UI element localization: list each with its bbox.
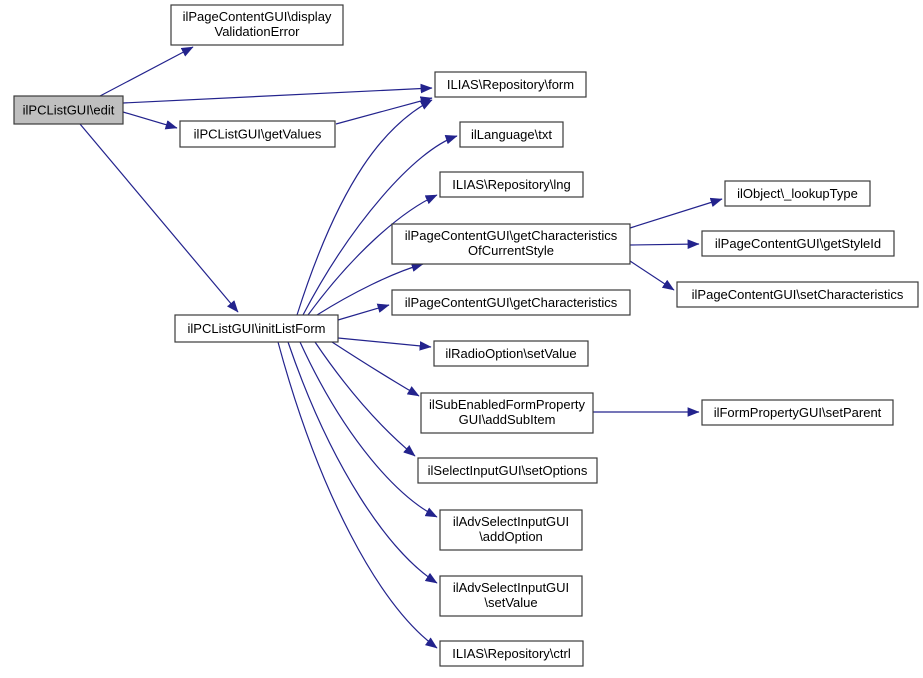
node-radio-option-set-value[interactable]: [434, 341, 588, 366]
node-get-style-id[interactable]: [702, 231, 894, 256]
node-set-parent[interactable]: [702, 400, 893, 425]
node-display-validation-error-label: ilPageContentGUI\display: [182, 9, 332, 24]
edge-get-values-to-repository-form: [336, 98, 432, 124]
node-get-characteristics-label: ilPageContentGUI\getCharacteristics: [404, 295, 618, 310]
node-get-characteristics-of-current-style[interactable]: [392, 224, 630, 264]
node-set-options-label: ilSelectInputGUI\setOptions: [427, 463, 588, 478]
node-adv-add-option-label: \addOption: [479, 529, 543, 544]
node-set-options[interactable]: [418, 458, 597, 483]
node-get-values[interactable]: [180, 121, 335, 147]
node-repository-ctrl-label: ILIAS\Repository\ctrl: [452, 646, 571, 661]
node-init-list-form-label: ilPCListGUI\initListForm: [187, 321, 326, 336]
node-radio-option-set-value-label: ilRadioOption\setValue: [445, 346, 577, 361]
node-language-txt-label: ilLanguage\txt: [471, 127, 552, 142]
edge-init-list-form-to-radio-option-set-value: [338, 338, 431, 347]
node-adv-set-value-label: ilAdvSelectInputGUI: [452, 580, 570, 595]
node-get-values-label: ilPCListGUI\getValues: [193, 126, 322, 142]
node-get-characteristics-of-current-style-label: ilPageContentGUI\getCharacteristics: [404, 228, 618, 243]
node-add-sub-item-label: ilSubEnabledFormProperty: [428, 397, 586, 412]
node-adv-add-option[interactable]: [440, 510, 582, 550]
node-repository-lng-label: ILIAS\Repository\lng: [452, 177, 571, 192]
node-add-sub-item[interactable]: [421, 393, 593, 433]
node-display-validation-error[interactable]: [171, 5, 343, 45]
edge-get-characteristics-of-current-style-to-lookup-type: [630, 199, 722, 228]
node-adv-add-option-label: ilAdvSelectInputGUI: [452, 514, 570, 529]
node-get-style-id-label: ilPageContentGUI\getStyleId: [714, 236, 882, 251]
node-edit[interactable]: [14, 96, 123, 124]
node-language-txt[interactable]: [460, 122, 563, 147]
edges-layer: [80, 47, 722, 648]
edge-init-list-form-to-adv-set-value: [288, 342, 437, 583]
node-adv-set-value-label: \setValue: [484, 595, 538, 610]
node-adv-set-value[interactable]: [440, 576, 582, 616]
node-display-validation-error-label: ValidationError: [214, 24, 300, 39]
node-init-list-form[interactable]: [175, 315, 338, 342]
node-repository-lng[interactable]: [440, 172, 583, 197]
edge-get-characteristics-of-current-style-to-get-style-id: [630, 244, 699, 245]
node-edit-label: ilPCListGUI\edit: [22, 102, 115, 118]
edge-get-characteristics-of-current-style-to-set-characteristics: [630, 261, 674, 290]
node-set-characteristics[interactable]: [677, 282, 918, 307]
edge-init-list-form-to-add-sub-item: [332, 342, 419, 396]
edge-edit-to-init-list-form: [80, 124, 238, 312]
node-repository-ctrl[interactable]: [440, 641, 583, 666]
nodes-layer: [14, 5, 918, 666]
edge-edit-to-repository-form: [123, 88, 432, 103]
node-get-characteristics[interactable]: [392, 290, 630, 315]
node-repository-form[interactable]: [435, 72, 586, 97]
node-lookup-type-label: ilObject\_lookupType: [737, 186, 858, 201]
node-repository-form-label: ILIAS\Repository\form: [446, 77, 575, 92]
edge-edit-to-get-values: [123, 112, 177, 128]
node-lookup-type[interactable]: [725, 181, 870, 206]
node-get-characteristics-of-current-style-label: OfCurrentStyle: [468, 243, 554, 258]
node-add-sub-item-label: GUI\addSubItem: [458, 412, 556, 427]
edge-init-list-form-to-get-characteristics: [338, 305, 389, 320]
edge-init-list-form-to-repository-ctrl: [278, 342, 437, 648]
node-set-characteristics-label: ilPageContentGUI\setCharacteristics: [691, 287, 904, 302]
node-set-parent-label: ilFormPropertyGUI\setParent: [713, 405, 882, 420]
edge-init-list-form-to-adv-add-option: [300, 342, 437, 517]
edge-edit-to-display-validation-error: [100, 47, 193, 96]
